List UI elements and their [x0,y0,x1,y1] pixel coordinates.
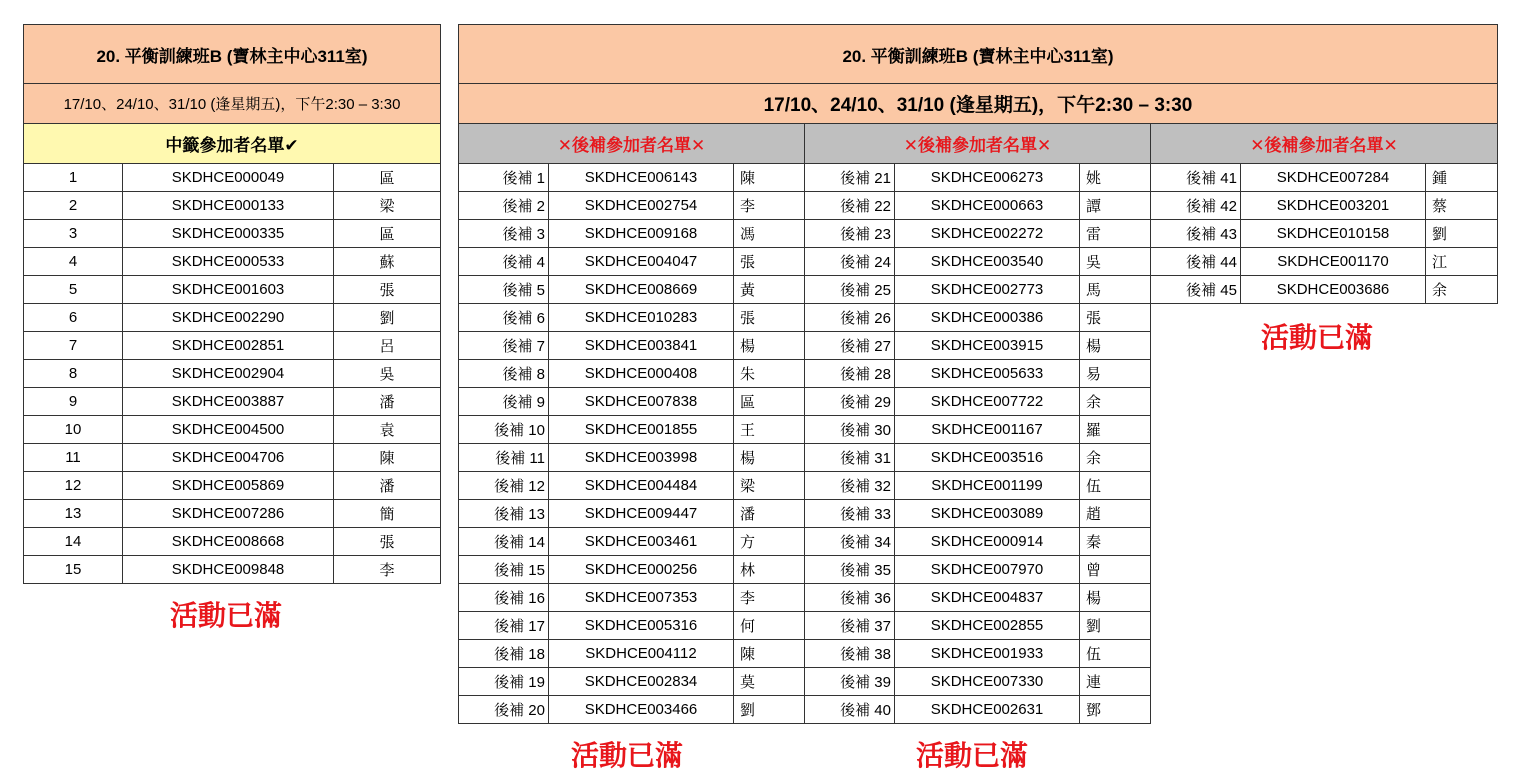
table-row [24,388,441,416]
member-id: SKDHCE002855 [895,612,1080,640]
waitlist-number: 後補 3 [459,220,549,248]
row-number: 12 [24,472,123,500]
member-surname: 劉 [1426,220,1498,248]
member-id: SKDHCE001199 [895,472,1080,500]
member-surname: 區 [334,164,441,192]
member-surname: 李 [734,192,805,220]
waitlist-number: 後補 10 [459,416,549,444]
waitlist-table [458,24,1498,724]
member-surname: 張 [1080,304,1151,332]
member-id: SKDHCE007286 [123,500,334,528]
member-surname: 伍 [1080,472,1151,500]
member-surname: 劉 [334,304,441,332]
member-id: SKDHCE004500 [123,416,334,444]
row-number: 5 [24,276,123,304]
member-surname: 潘 [334,388,441,416]
member-id: SKDHCE000408 [549,360,734,388]
member-surname: 梁 [734,472,805,500]
waitlist-number: 後補 33 [805,500,895,528]
waitlist-number: 後補 30 [805,416,895,444]
member-id: SKDHCE000533 [123,248,334,276]
member-id: SKDHCE003466 [549,696,734,724]
empty-cell [1151,528,1498,556]
waitlist-number: 後補 44 [1151,248,1241,276]
member-surname: 陳 [734,640,805,668]
table-row [459,472,1498,500]
member-id: SKDHCE001603 [123,276,334,304]
table-row [459,388,1498,416]
waitlist-number: 後補 38 [805,640,895,668]
member-id: SKDHCE007722 [895,388,1080,416]
member-surname: 楊 [1080,584,1151,612]
member-surname: 鍾 [1426,164,1498,192]
member-surname: 李 [334,556,441,584]
row-number: 13 [24,500,123,528]
member-surname: 江 [1426,248,1498,276]
empty-cell [1151,584,1498,612]
row-number: 6 [24,304,123,332]
member-surname: 楊 [1080,332,1151,360]
member-surname: 陳 [334,444,441,472]
right-dates: 17/10、24/10、31/10 (逢星期五)，下午2:30 – 3:30 [459,84,1498,124]
waitlist-number: 後補 2 [459,192,549,220]
selected-list-header: 中籤參加者名單✔ [24,124,441,164]
empty-cell [1151,668,1498,696]
waitlist-number: 後補 26 [805,304,895,332]
waitlist-number: 後補 24 [805,248,895,276]
waitlist-number: 後補 14 [459,528,549,556]
waitlist-number: 後補 45 [1151,276,1241,304]
member-surname: 張 [734,304,805,332]
waitlist-full-label-1: 活動已滿 [571,740,684,771]
member-surname: 伍 [1080,640,1151,668]
member-surname: 譚 [1080,192,1151,220]
member-surname: 易 [1080,360,1151,388]
member-id: SKDHCE007284 [1241,164,1426,192]
right-title: 20. 平衡訓練班B (寶林主中心311室) [459,25,1498,84]
member-surname: 楊 [734,444,805,472]
member-id: SKDHCE002754 [549,192,734,220]
member-id: SKDHCE002834 [549,668,734,696]
member-id: SKDHCE004112 [549,640,734,668]
member-id: SKDHCE005316 [549,612,734,640]
waitlist-number: 後補 15 [459,556,549,584]
member-surname: 曾 [1080,556,1151,584]
waitlist-number: 後補 9 [459,388,549,416]
member-id: SKDHCE003089 [895,500,1080,528]
member-surname: 馬 [1080,276,1151,304]
waitlist-number: 後補 36 [805,584,895,612]
table-row [24,444,441,472]
waitlist-number: 後補 23 [805,220,895,248]
waitlist-number: 後補 40 [805,696,895,724]
member-id: SKDHCE004706 [123,444,334,472]
member-surname: 蘇 [334,248,441,276]
empty-cell [1151,472,1498,500]
empty-cell [1151,444,1498,472]
member-id: SKDHCE004484 [549,472,734,500]
row-number: 7 [24,332,123,360]
row-number: 1 [24,164,123,192]
member-surname: 秦 [1080,528,1151,556]
member-surname: 方 [734,528,805,556]
member-surname: 吳 [334,360,441,388]
table-row [459,360,1498,388]
waitlist-number: 後補 8 [459,360,549,388]
member-id: SKDHCE010158 [1241,220,1426,248]
empty-cell [1151,640,1498,668]
member-surname: 張 [334,528,441,556]
row-number: 11 [24,444,123,472]
member-surname: 黃 [734,276,805,304]
waitlist-number: 後補 1 [459,164,549,192]
table-row [24,304,441,332]
member-surname: 潘 [734,500,805,528]
member-id: SKDHCE000386 [895,304,1080,332]
table-row [459,640,1498,668]
table-row [24,472,441,500]
table-row [459,500,1498,528]
member-id: SKDHCE002773 [895,276,1080,304]
member-id: SKDHCE003915 [895,332,1080,360]
member-id: SKDHCE007330 [895,668,1080,696]
member-id: SKDHCE006273 [895,164,1080,192]
member-id: SKDHCE003461 [549,528,734,556]
empty-cell [1151,556,1498,584]
member-surname: 劉 [1080,612,1151,640]
member-surname: 趙 [1080,500,1151,528]
waitlist-number: 後補 25 [805,276,895,304]
table-row [24,220,441,248]
member-id: SKDHCE000256 [549,556,734,584]
waitlist-number: 後補 34 [805,528,895,556]
member-surname: 吳 [1080,248,1151,276]
table-row [459,248,1498,276]
member-surname: 張 [734,248,805,276]
member-id: SKDHCE003686 [1241,276,1426,304]
member-id: SKDHCE003841 [549,332,734,360]
empty-cell [1151,416,1498,444]
member-surname: 朱 [734,360,805,388]
member-id: SKDHCE003887 [123,388,334,416]
waitlist-number: 後補 13 [459,500,549,528]
waitlist-number: 後補 4 [459,248,549,276]
waitlist-header-2: ✕後補參加者名單✕ [805,124,1151,164]
member-surname: 潘 [334,472,441,500]
member-surname: 袁 [334,416,441,444]
waitlist-number: 後補 11 [459,444,549,472]
member-id: SKDHCE005869 [123,472,334,500]
member-id: SKDHCE006143 [549,164,734,192]
member-surname: 區 [734,388,805,416]
waitlist-number: 後補 37 [805,612,895,640]
table-row [459,164,1498,192]
waitlist-number: 後補 17 [459,612,549,640]
member-id: SKDHCE000049 [123,164,334,192]
table-row [24,556,441,584]
row-number: 10 [24,416,123,444]
row-number: 2 [24,192,123,220]
member-id: SKDHCE000914 [895,528,1080,556]
empty-cell [1151,500,1498,528]
member-surname: 連 [1080,668,1151,696]
waitlist-header-1: ✕後補參加者名單✕ [459,124,805,164]
table-row [24,276,441,304]
member-surname: 區 [334,220,441,248]
table-row [459,528,1498,556]
member-surname: 李 [734,584,805,612]
member-id: SKDHCE008669 [549,276,734,304]
member-id: SKDHCE009447 [549,500,734,528]
empty-cell [1151,612,1498,640]
waitlist-number: 後補 19 [459,668,549,696]
left-title: 20. 平衡訓練班B (寶林主中心311室) [24,25,441,84]
member-surname: 林 [734,556,805,584]
member-surname: 余 [1426,276,1498,304]
waitlist-number: 後補 6 [459,304,549,332]
row-number: 4 [24,248,123,276]
member-id: SKDHCE007353 [549,584,734,612]
table-row [459,192,1498,220]
member-id: SKDHCE010283 [549,304,734,332]
member-surname: 陳 [734,164,805,192]
member-surname: 何 [734,612,805,640]
table-row [459,220,1498,248]
waitlist-number: 後補 20 [459,696,549,724]
member-surname: 張 [334,276,441,304]
left-full-label: 活動已滿 [170,600,283,631]
table-row [24,528,441,556]
member-id: SKDHCE008668 [123,528,334,556]
table-row [24,192,441,220]
waitlist-number: 後補 28 [805,360,895,388]
table-row [459,444,1498,472]
member-surname: 姚 [1080,164,1151,192]
member-id: SKDHCE000335 [123,220,334,248]
table-row [24,360,441,388]
waitlist-number: 後補 32 [805,472,895,500]
member-surname: 王 [734,416,805,444]
empty-cell [1151,388,1498,416]
left-dates: 17/10、24/10、31/10 (逢星期五)，下午2:30 – 3:30 [24,84,441,124]
table-row [24,332,441,360]
selected-table [23,24,441,584]
member-surname: 梁 [334,192,441,220]
row-number: 3 [24,220,123,248]
waitlist-number: 後補 16 [459,584,549,612]
row-number: 14 [24,528,123,556]
member-id: SKDHCE004837 [895,584,1080,612]
table-row [459,668,1498,696]
member-id: SKDHCE001170 [1241,248,1426,276]
waitlist-number: 後補 42 [1151,192,1241,220]
table-row [459,276,1498,304]
waitlist-number: 後補 39 [805,668,895,696]
member-surname: 楊 [734,332,805,360]
waitlist-number: 後補 22 [805,192,895,220]
member-id: SKDHCE004047 [549,248,734,276]
empty-cell [1151,360,1498,388]
member-id: SKDHCE001855 [549,416,734,444]
member-id: SKDHCE002290 [123,304,334,332]
table-row [24,416,441,444]
empty-cell [1151,696,1498,724]
member-id: SKDHCE005633 [895,360,1080,388]
waitlist-number: 後補 5 [459,276,549,304]
member-id: SKDHCE002851 [123,332,334,360]
member-surname: 鄧 [1080,696,1151,724]
member-id: SKDHCE003998 [549,444,734,472]
member-id: SKDHCE007970 [895,556,1080,584]
member-id: SKDHCE007838 [549,388,734,416]
member-id: SKDHCE000133 [123,192,334,220]
waitlist-number: 後補 35 [805,556,895,584]
member-id: SKDHCE009848 [123,556,334,584]
table-row [24,248,441,276]
waitlist-full-label-3: 活動已滿 [1261,322,1374,353]
member-id: SKDHCE003516 [895,444,1080,472]
member-id: SKDHCE001933 [895,640,1080,668]
waitlist-number: 後補 43 [1151,220,1241,248]
member-surname: 莫 [734,668,805,696]
waitlist-number: 後補 12 [459,472,549,500]
table-row [24,164,441,192]
waitlist-number: 後補 31 [805,444,895,472]
member-id: SKDHCE000663 [895,192,1080,220]
member-surname: 羅 [1080,416,1151,444]
member-id: SKDHCE001167 [895,416,1080,444]
table-row [459,584,1498,612]
member-id: SKDHCE002904 [123,360,334,388]
member-surname: 余 [1080,444,1151,472]
waitlist-number: 後補 41 [1151,164,1241,192]
table-row [459,416,1498,444]
waitlist-number: 後補 18 [459,640,549,668]
table-row [24,500,441,528]
member-id: SKDHCE003201 [1241,192,1426,220]
waitlist-number: 後補 27 [805,332,895,360]
member-id: SKDHCE003540 [895,248,1080,276]
member-id: SKDHCE002631 [895,696,1080,724]
row-number: 9 [24,388,123,416]
table-row [459,556,1498,584]
member-id: SKDHCE009168 [549,220,734,248]
member-surname: 雷 [1080,220,1151,248]
member-surname: 簡 [334,500,441,528]
table-row [459,696,1498,724]
row-number: 15 [24,556,123,584]
waitlist-header-3: ✕後補參加者名單✕ [1151,124,1498,164]
member-surname: 劉 [734,696,805,724]
member-surname: 蔡 [1426,192,1498,220]
waitlist-number: 後補 21 [805,164,895,192]
member-surname: 馮 [734,220,805,248]
waitlist-number: 後補 7 [459,332,549,360]
waitlist-full-label-2: 活動已滿 [916,740,1029,771]
waitlist-number: 後補 29 [805,388,895,416]
member-surname: 余 [1080,388,1151,416]
table-row [459,612,1498,640]
member-surname: 呂 [334,332,441,360]
row-number: 8 [24,360,123,388]
member-id: SKDHCE002272 [895,220,1080,248]
